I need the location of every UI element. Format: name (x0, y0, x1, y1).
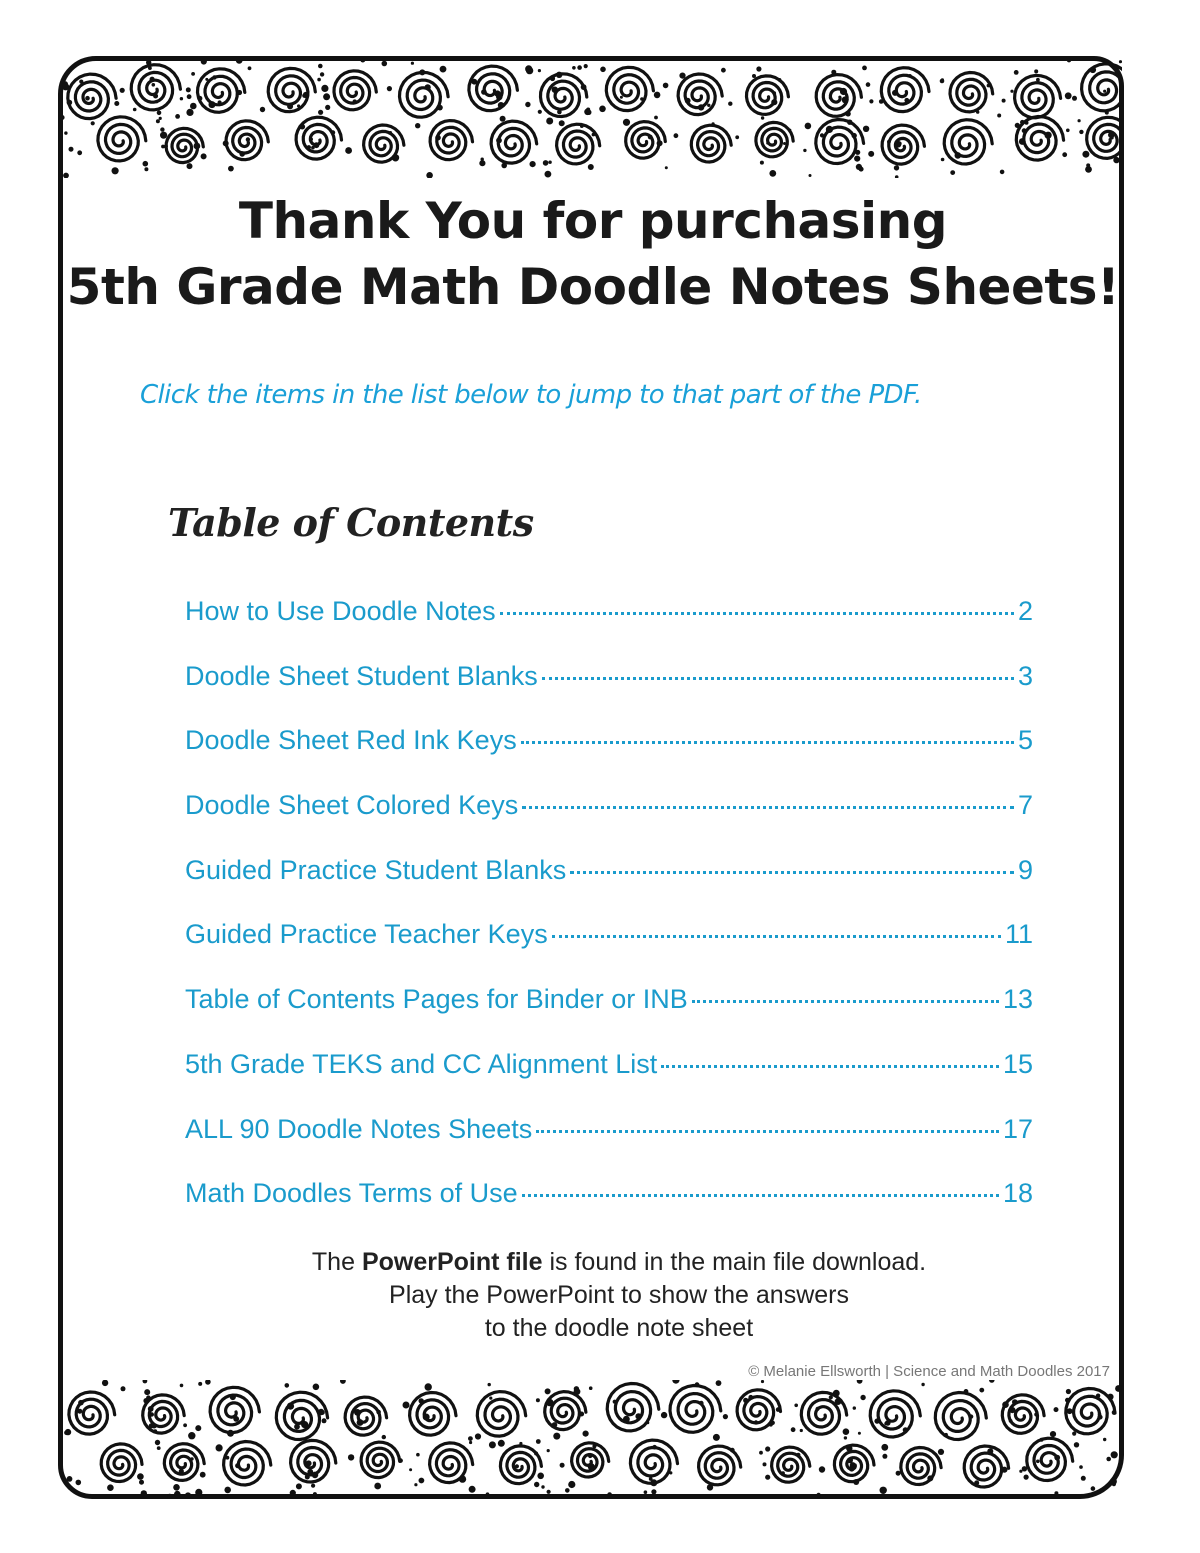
toc-item-label: Table of Contents Pages for Binder or INB (185, 984, 688, 1015)
title-line-2: 5th Grade Math Doodle Notes Sheets! (66, 258, 1120, 316)
toc-link-terms-of-use[interactable] (185, 1178, 1033, 1243)
note-bold: PowerPoint file (361, 1248, 543, 1276)
toc-leader (500, 612, 1014, 615)
toc-item-page: 11 (1004, 919, 1033, 950)
note-prefix: The (311, 1248, 355, 1276)
toc-item-page: 17 (1002, 1113, 1033, 1144)
toc-link-guided-blanks[interactable] (185, 855, 1033, 920)
toc-item-page: 9 (1017, 854, 1033, 885)
table-of-contents (185, 596, 1033, 1243)
toc-leader (692, 1000, 999, 1003)
toc-link-teacher-keys[interactable] (185, 919, 1033, 984)
toc-item-label: ALL 90 Doodle Notes Sheets (185, 1113, 533, 1144)
toc-item-page: 15 (1002, 1048, 1033, 1079)
toc-link-red-ink-keys[interactable] (185, 725, 1033, 790)
toc-item-page: 2 (1017, 596, 1033, 626)
toc-item-label: Doodle Sheet Red Ink Keys (185, 725, 517, 756)
page-title (60, 188, 1126, 320)
toc-link-how-to-use[interactable] (185, 596, 1033, 661)
swirl-border-top-icon (62, 60, 1122, 178)
swirl-border-bottom-icon (62, 1380, 1122, 1498)
toc-item-label: How to Use Doodle Notes (185, 596, 496, 626)
toc-item-label: 5th Grade TEKS and CC Alignment List (185, 1048, 658, 1079)
instruction-text: Click the items in the list below to jump to that part of the PDF. (140, 380, 922, 410)
toc-item-page: 13 (1002, 984, 1033, 1015)
toc-link-student-blanks[interactable] (185, 661, 1033, 726)
toc-link-teks-alignment[interactable] (185, 1049, 1033, 1114)
toc-item-label: Math Doodles Terms of Use (185, 1178, 518, 1209)
powerpoint-note (60, 1246, 1178, 1345)
toc-item-label: Guided Practice Student Blanks (185, 854, 567, 885)
toc-item-page: 5 (1017, 725, 1033, 756)
toc-item-page: 18 (1002, 1178, 1033, 1209)
toc-leader (522, 806, 1014, 809)
note-line-1 (60, 1246, 1178, 1279)
toc-link-all-sheets[interactable] (185, 1114, 1033, 1179)
toc-leader (542, 677, 1014, 680)
toc-item-label: Doodle Sheet Student Blanks (185, 660, 538, 691)
note-line-2: Play the PowerPoint to show the answers (389, 1281, 849, 1309)
title-line-1: Thank You for purchasing (238, 192, 948, 250)
toc-item-page: 3 (1017, 660, 1033, 691)
toc-item-label: Doodle Sheet Colored Keys (185, 790, 519, 821)
note-suffix: is found in the main file download. (549, 1248, 927, 1276)
toc-link-colored-keys[interactable] (185, 790, 1033, 855)
note-line-3: to the doodle note sheet (484, 1314, 754, 1342)
toc-leader (522, 1194, 999, 1197)
toc-leader (521, 741, 1014, 744)
toc-heading: Table of Contents (168, 500, 534, 545)
toc-leader (552, 935, 1001, 938)
toc-leader (661, 1065, 999, 1068)
toc-link-binder-pages[interactable] (185, 984, 1033, 1049)
toc-leader (536, 1130, 999, 1133)
copyright-text: © Melanie Ellsworth | Science and Math Doodles 2017 (748, 1363, 1110, 1380)
toc-item-page: 7 (1017, 790, 1033, 821)
toc-leader (570, 871, 1014, 874)
toc-item-label: Guided Practice Teacher Keys (185, 919, 548, 950)
